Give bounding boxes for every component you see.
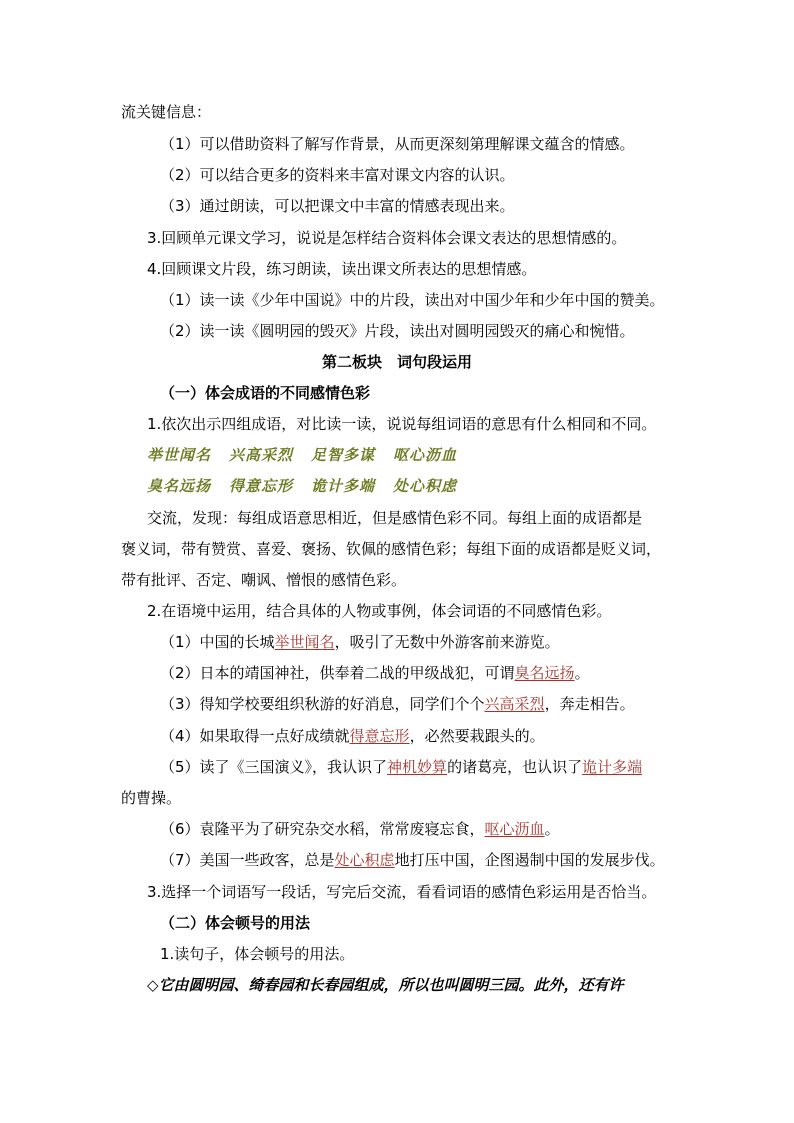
paragraph: 1.依次出示四组成语，对比读一读，说说每组词语的意思有什么相同和不同。	[147, 415, 657, 433]
paragraph: 褒义词，带有赞赏、喜爱、褒扬、钦佩的感情色彩；每组下面的成语都是贬义词，	[121, 540, 662, 558]
list-item: （3）通过朗读，可以把课文中丰富的情感表现出来。	[160, 197, 515, 215]
example-sentence: （5）读了《三国演义》，我认识了神机妙算的诸葛亮，也认识了诡计多端	[160, 758, 643, 776]
example-sentence: （3）得知学校要组织秋游的好消息，同学们个个兴高采烈，奔走相告。	[160, 695, 635, 713]
paragraph: 3.回顾单元课文学习，说说是怎样结合资料体会课文表达的思想情感的。	[147, 229, 627, 247]
highlighted-idiom: 呕心沥血	[484, 820, 545, 838]
subsection-heading: （一）体会成语的不同感情色彩	[160, 384, 371, 402]
highlighted-idiom: 举世闻名	[274, 633, 335, 651]
idiom: 得意忘形	[229, 477, 294, 495]
paragraph: 1.读句子，体会顿号的用法。	[160, 945, 355, 963]
highlighted-idiom: 得意忘形	[349, 727, 410, 745]
paragraph: 交流，发现：每组成语意思相近，但是感情色彩不同。每组上面的成语都是	[147, 509, 643, 527]
highlighted-idiom: 兴高采烈	[484, 695, 545, 713]
paragraph: 2.在语境中运用，结合具体的人物或事例，体会词语的不同感情色彩。	[147, 602, 612, 620]
idiom: 兴高采烈	[229, 446, 294, 464]
quoted-sentence: ◇它由圆明园、绮春园和长春园组成，所以也叫圆明三园。此外，还有许	[147, 976, 624, 994]
list-item: （1）可以借助资料了解写作背景，从而更深刻第理解课文蕴含的情感。	[160, 135, 635, 153]
example-sentence: （1）中国的长城举世闻名，吸引了无数中外游客前来游览。	[160, 633, 560, 651]
idiom: 处心积虑	[393, 477, 458, 495]
idiom-row-derogatory	[147, 476, 475, 496]
example-sentence-continued: 的曹操。	[121, 789, 182, 807]
paragraph: 带有批评、否定、嘲讽、憎恨的感情色彩。	[121, 571, 407, 589]
list-item: （2）读一读《圆明园的毁灭》片段，读出对圆明园毁灭的痛心和惋惜。	[160, 322, 635, 340]
list-item: （2）可以结合更多的资料来丰富对课文内容的认识。	[160, 166, 515, 184]
example-sentence: （6）袁隆平为了研究杂交水稻，常常废寝忘食，呕心沥血。	[160, 820, 560, 838]
idiom: 呕心沥血	[393, 446, 458, 464]
paragraph: 4.回顾课文片段，练习朗读，读出课文所表达的思想情感。	[147, 260, 537, 278]
section-heading: 第二板块 词句段运用	[321, 353, 472, 371]
highlighted-idiom: 神机妙算	[387, 758, 448, 776]
idiom-row-commendatory	[147, 445, 475, 465]
example-sentence: （2）日本的靖国神社，供奉着二战的甲级战犯，可谓臭名远扬。	[160, 664, 590, 682]
idiom: 臭名远扬	[147, 477, 212, 495]
example-sentence: （4）如果取得一点好成绩就得意忘形，必然要栽跟头的。	[160, 727, 545, 745]
list-item: （1）读一读《少年中国说》中的片段，读出对中国少年和少年中国的赞美。	[160, 291, 665, 309]
highlighted-idiom: 处心积虑	[334, 851, 395, 869]
example-sentence: （7）美国一些政客，总是处心积虑地打压中国，企图遏制中国的发展步伐。	[160, 851, 665, 869]
idiom: 举世闻名	[147, 446, 212, 464]
idiom: 诡计多端	[311, 477, 376, 495]
paragraph: 流关键信息：	[121, 103, 212, 121]
idiom: 足智多谋	[311, 446, 376, 464]
subsection-heading: （二）体会顿号的用法	[160, 914, 311, 932]
highlighted-idiom: 诡计多端	[582, 758, 643, 776]
highlighted-idiom: 臭名远扬	[514, 664, 575, 682]
paragraph: 3.选择一个词语写一段话，写完后交流，看看词语的感情色彩运用是否恰当。	[147, 883, 657, 901]
